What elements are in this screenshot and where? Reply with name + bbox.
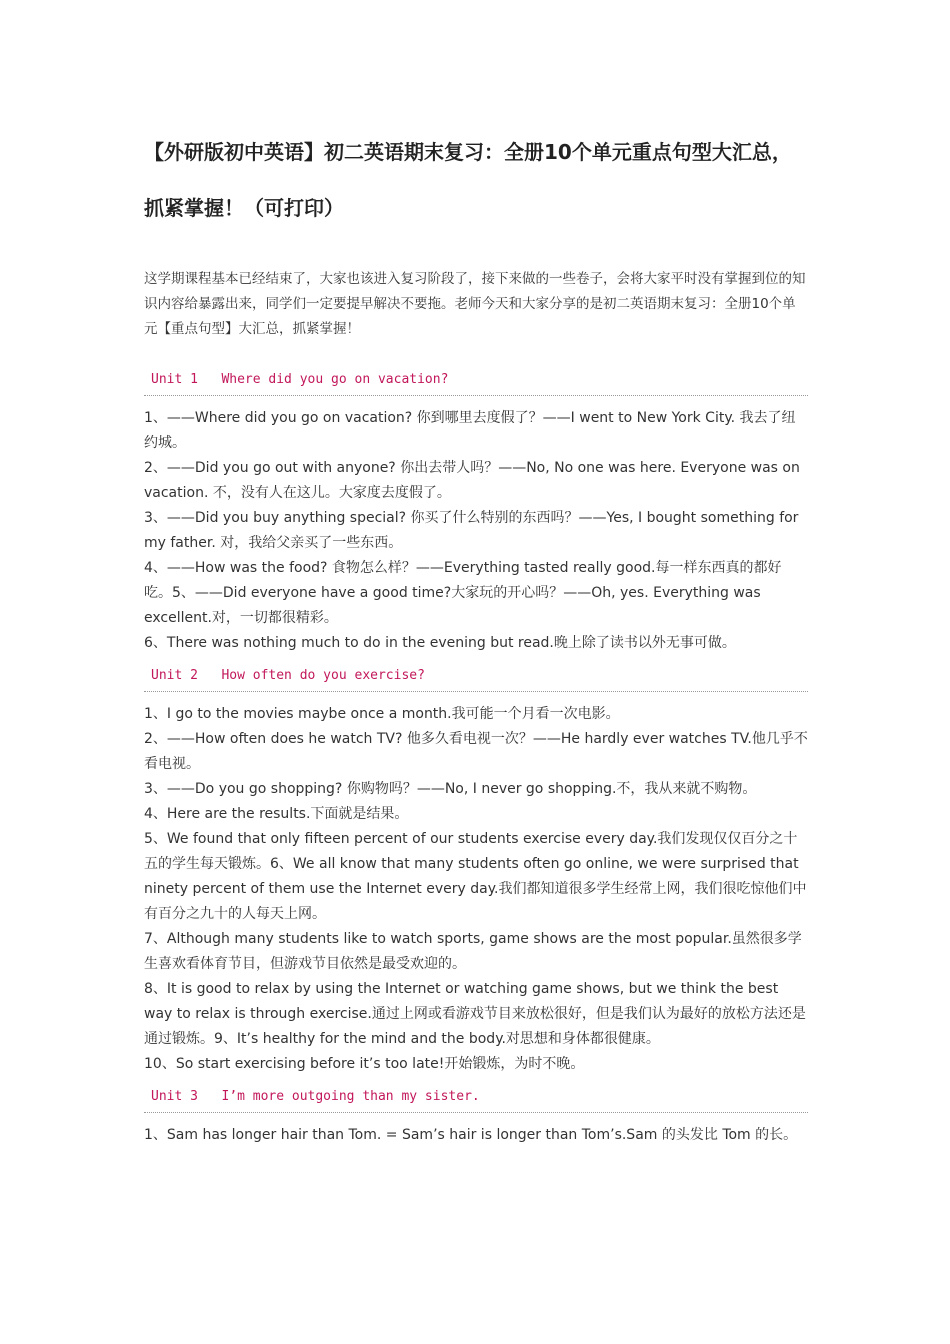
sentence-item: 4、Here are the results.下面就是结果。 [144,806,409,822]
unit-section-3 [144,1087,808,1148]
sentence-item: 4、——How was the food? 食物怎么样？——Everything tasted really good.每一样东西真的都好吃。5、——Did everyone have a good time?大家玩的开心吗？——Oh, yes. Everything was excellent.对，一切都很精彩。 [144,560,782,626]
document-title: 【外研版初中英语】初二英语期末复习：全册10个单元重点句型大汇总，抓紧掌握！（可打印） [144,140,792,220]
intro-paragraph: 这学期课程基本已经结束了，大家也该进入复习阶段了，接下来做的一些卷子，会将大家平时没有掌握到位的知识内容给暴露出来，同学们一定要提早解决不要拖。老师今天和大家分享的是初二英语期末复习：全册10个单元【重点句型】大汇总，抓紧掌握！ [144,271,806,337]
sentence-list [144,406,808,656]
sentence-item: 5、We found that only fifteen percent of our students exercise every day.我们发现仅仅百分之十五的学生每天锻炼。6、We all know that many students often go online, we were surprised that ninety percent of them use the Internet every day.我们都知道很多学生经常上网，我们很吃惊他们中有百分之九十的人每天上网。 [144,831,807,922]
unit-heading: Unit 3 I’m more outgoing than my sister. [144,1087,808,1113]
sentence-item: 1、——Where did you go on vacation? 你到哪里去度假了？——I went to New York City. 我去了纽约城。 [144,410,796,451]
sentence-item: 3、——Did you buy anything special? 你买了什么特别的东西吗？——Yes, I bought something for my father. 对，我给父亲买了一些东西。 [144,510,799,551]
sentence-item: 1、Sam has longer hair than Tom. = Sam’s hair is longer than Tom’s.Sam 的头发比 Tom 的长。 [144,1127,798,1143]
unit-section-2 [144,666,808,1077]
sentence-item: 7、Although many students like to watch sports, game shows are the most popular.虽然很多学生喜欢看体育节目，但游戏节目依然是最受欢迎的。 [144,931,802,972]
unit-heading: Unit 2 How often do you exercise? [144,666,808,692]
sentence-item: 10、So start exercising before it’s too late!开始锻炼，为时不晚。 [144,1056,585,1072]
unit-section-1 [144,370,808,656]
unit-heading: Unit 1 Where did you go on vacation? [144,370,808,396]
sentence-list [144,702,808,1077]
sentence-item: 8、It is good to relax by using the Internet or watching game shows, but we think the best way to relax is through exercise.通过上网或看游戏节目来放松很好，但是我们认为最好的放松方法还是通过锻炼。9、It’s healthy for the mind and the body.对思想和身体都很健康。 [144,981,806,1047]
sentence-list [144,1123,808,1148]
sentence-item: 3、——Do you go shopping? 你购物吗？——No, I never go shopping.不，我从来就不购物。 [144,781,757,797]
document-page [144,124,808,1148]
sentence-item: 2、——Did you go out with anyone? 你出去带人吗？——No, No one was here. Everyone was on vacation. 不，没有人在这儿。大家度去度假了。 [144,460,800,501]
sentence-item: 1、I go to the movies maybe once a month.我可能一个月看一次电影。 [144,706,620,722]
sentence-item: 2、——How often does he watch TV? 他多久看电视一次？——He hardly ever watches TV.他几乎不看电视。 [144,731,808,772]
sentence-item: 6、There was nothing much to do in the evening but read.晚上除了读书以外无事可做。 [144,635,736,651]
